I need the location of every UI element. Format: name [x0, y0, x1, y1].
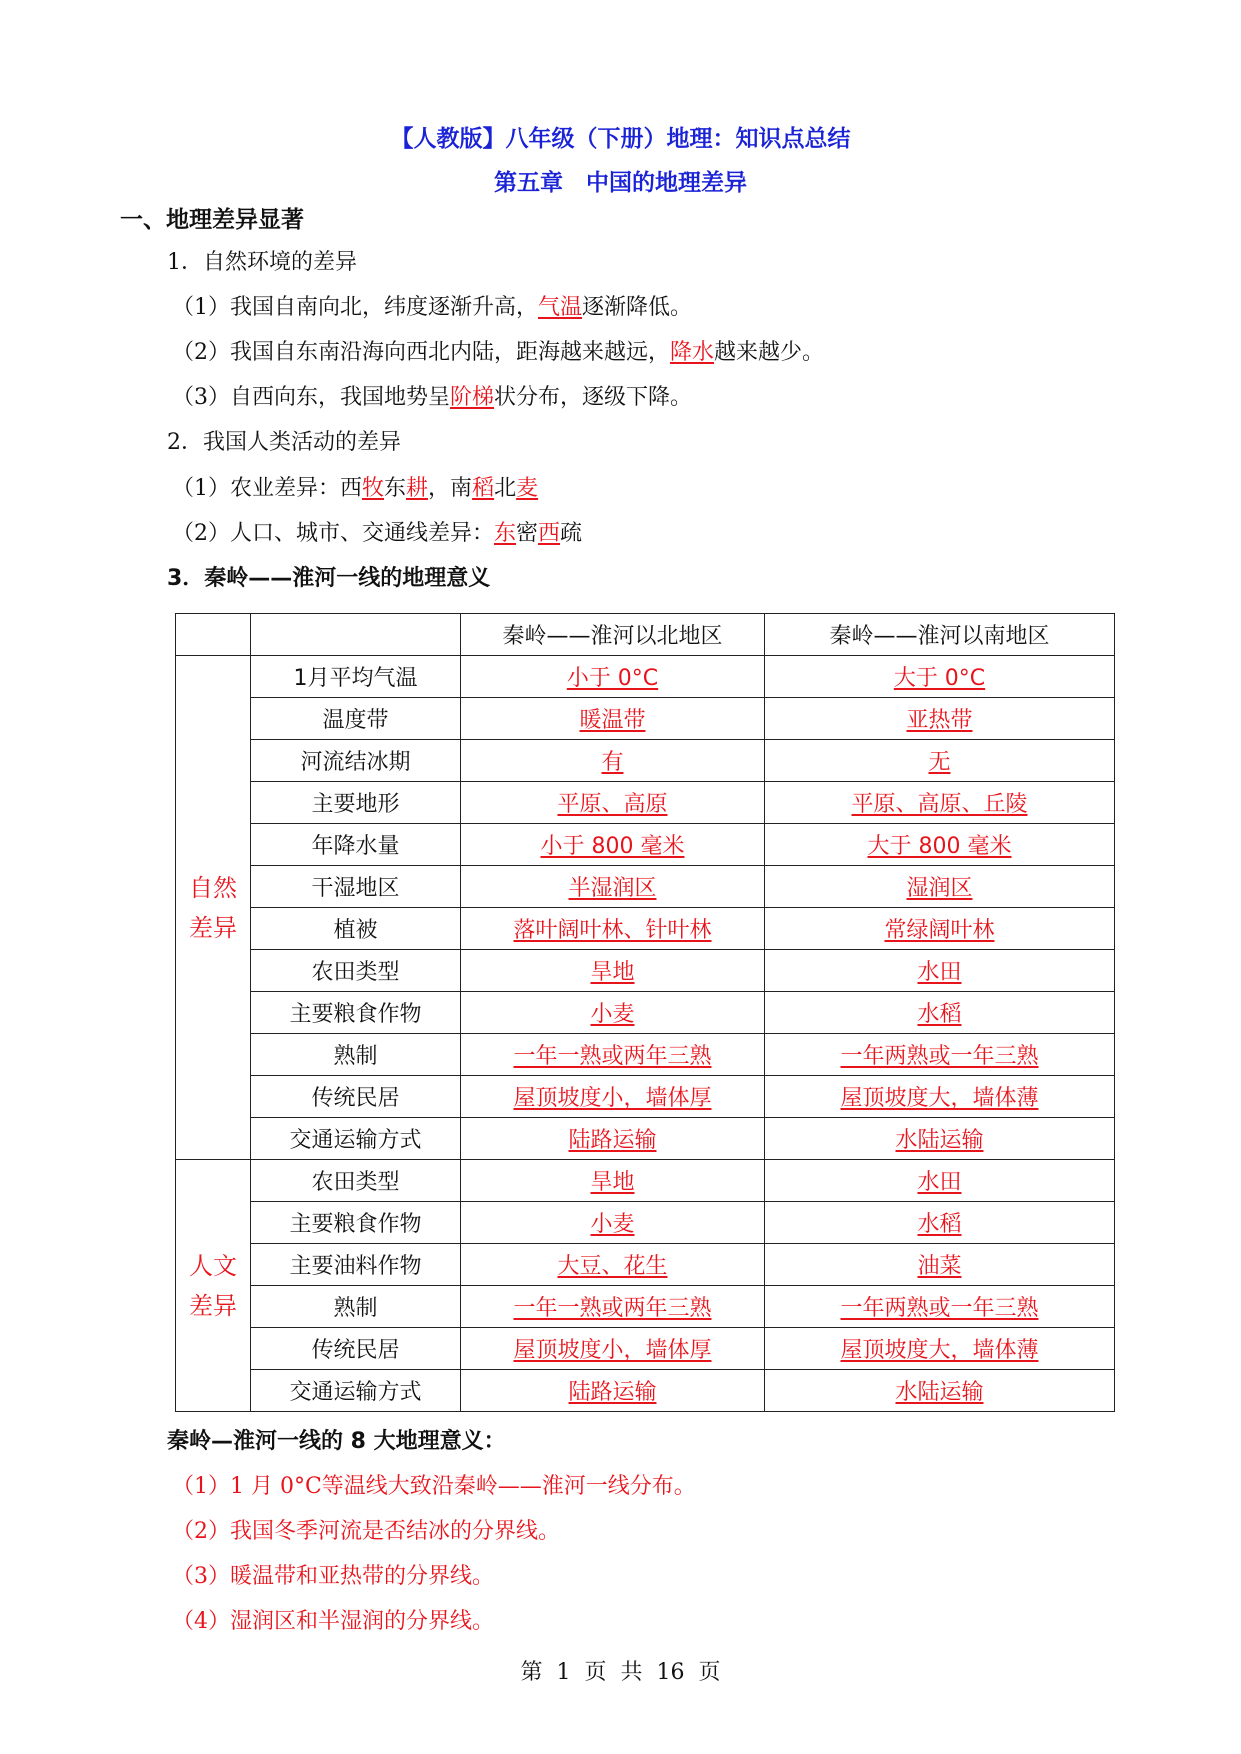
list-item: （2）我国自东南沿海向西北内陆，距海越来越远，降水越来越少。: [172, 340, 825, 365]
list-item: （1）1 月 0°C等温线大致沿秦岭——淮河一线分布。: [172, 1474, 696, 1499]
north-value: 陆路运输: [461, 1118, 765, 1160]
row-label: 熟制: [251, 1034, 461, 1076]
list-item: （1）农业差异：西牧东耕，南稻北麦: [172, 476, 539, 501]
row-label: 交通运输方式: [251, 1118, 461, 1160]
keyword: 阶梯: [450, 385, 495, 410]
row-label: 干湿地区: [251, 866, 461, 908]
north-value: 旱地: [461, 1160, 765, 1202]
south-value: 水稻: [765, 992, 1115, 1034]
south-value: 油菜: [765, 1244, 1115, 1286]
list-item: （2）我国冬季河流是否结冰的分界线。: [172, 1519, 560, 1544]
south-value: 水田: [765, 950, 1115, 992]
north-value: 屋顶坡度小，墙体厚: [461, 1076, 765, 1118]
table-row: [176, 1328, 1115, 1370]
north-value: 屋顶坡度小，墙体厚: [461, 1328, 765, 1370]
table-row: [176, 1244, 1115, 1286]
chapter-title: 第五章 中国的地理差异: [494, 170, 747, 196]
north-value: 一年一熟或两年三熟: [461, 1034, 765, 1076]
table-row: [176, 1160, 1115, 1202]
row-label: 主要油料作物: [251, 1244, 461, 1286]
table-row: [176, 992, 1115, 1034]
table-header-empty: [251, 614, 461, 656]
comparison-table: [175, 613, 1115, 1412]
row-label: 河流结冰期: [251, 740, 461, 782]
list-item: （4）湿润区和半湿润的分界线。: [172, 1609, 494, 1634]
row-label: 植被: [251, 908, 461, 950]
table-row: [176, 866, 1115, 908]
south-value: 一年两熟或一年三熟: [765, 1034, 1115, 1076]
table-row: [176, 824, 1115, 866]
table-header-empty: [176, 614, 251, 656]
north-value: 落叶阔叶林、针叶林: [461, 908, 765, 950]
south-value: 大于 800 毫米: [765, 824, 1115, 866]
table-row: [176, 1034, 1115, 1076]
south-value: 无: [765, 740, 1115, 782]
south-value: 屋顶坡度大，墙体薄: [765, 1076, 1115, 1118]
row-label: 年降水量: [251, 824, 461, 866]
table-header-north: 秦岭——淮河以北地区: [461, 614, 765, 656]
category-natural: 自然 差异: [176, 656, 251, 1160]
row-label: 熟制: [251, 1286, 461, 1328]
table-row: [176, 740, 1115, 782]
list-item: （1）我国自南向北，纬度逐渐升高，气温逐渐降低。: [172, 295, 693, 320]
row-label: 交通运输方式: [251, 1370, 461, 1412]
north-value: 暖温带: [461, 698, 765, 740]
north-value: 小麦: [461, 1202, 765, 1244]
south-value: 水陆运输: [765, 1118, 1115, 1160]
north-value: 有: [461, 740, 765, 782]
subsection-heading-1: 1．自然环境的差异: [167, 250, 357, 275]
row-label: 1月平均气温: [251, 656, 461, 698]
row-label: 主要地形: [251, 782, 461, 824]
north-value: 陆路运输: [461, 1370, 765, 1412]
north-value: 小于 0°C: [461, 656, 765, 698]
table-row: [176, 656, 1115, 698]
north-value: 小麦: [461, 992, 765, 1034]
table-row: [176, 1076, 1115, 1118]
table-row: [176, 698, 1115, 740]
page-title: 【人教版】八年级（下册）地理：知识点总结: [390, 126, 851, 152]
south-value: 常绿阔叶林: [765, 908, 1115, 950]
section-heading: 一、地理差异显著: [120, 207, 304, 233]
page-number: 第 1 页 共 16 页: [520, 1660, 721, 1685]
keyword: 降水: [670, 340, 715, 365]
list-item: （3）暖温带和亚热带的分界线。: [172, 1564, 494, 1589]
south-value: 水稻: [765, 1202, 1115, 1244]
row-label: 温度带: [251, 698, 461, 740]
table-row: [176, 1118, 1115, 1160]
south-value: 大于 0°C: [765, 656, 1115, 698]
row-label: 主要粮食作物: [251, 992, 461, 1034]
south-value: 屋顶坡度大，墙体薄: [765, 1328, 1115, 1370]
table-row: [176, 950, 1115, 992]
south-value: 水陆运输: [765, 1370, 1115, 1412]
table-row: [176, 1370, 1115, 1412]
table-header-south: 秦岭——淮河以南地区: [765, 614, 1115, 656]
table-row: [176, 908, 1115, 950]
south-value: 平原、高原、丘陵: [765, 782, 1115, 824]
row-label: 传统民居: [251, 1076, 461, 1118]
row-label: 传统民居: [251, 1328, 461, 1370]
south-value: 亚热带: [765, 698, 1115, 740]
row-label: 农田类型: [251, 1160, 461, 1202]
subsection-heading-3: 3．秦岭——淮河一线的地理意义: [167, 566, 491, 591]
south-value: 湿润区: [765, 866, 1115, 908]
row-label: 主要粮食作物: [251, 1202, 461, 1244]
north-value: 旱地: [461, 950, 765, 992]
keyword: 气温: [538, 295, 583, 320]
table-row: [176, 782, 1115, 824]
table-header-row: [176, 614, 1115, 656]
south-value: 水田: [765, 1160, 1115, 1202]
north-value: 半湿润区: [461, 866, 765, 908]
north-value: 小于 800 毫米: [461, 824, 765, 866]
list-item: （2）人口、城市、交通线差异：东密西疏: [172, 521, 583, 546]
table-row: [176, 1202, 1115, 1244]
north-value: 大豆、花生: [461, 1244, 765, 1286]
category-human: 人文 差异: [176, 1160, 251, 1412]
row-label: 农田类型: [251, 950, 461, 992]
north-value: 平原、高原: [461, 782, 765, 824]
north-value: 一年一熟或两年三熟: [461, 1286, 765, 1328]
list-item: （3）自西向东，我国地势呈阶梯状分布，逐级下降。: [172, 385, 693, 410]
significance-heading: 秦岭—淮河一线的 8 大地理意义：: [167, 1429, 506, 1454]
south-value: 一年两熟或一年三熟: [765, 1286, 1115, 1328]
subsection-heading-2: 2．我国人类活动的差异: [167, 430, 401, 455]
table-row: [176, 1286, 1115, 1328]
